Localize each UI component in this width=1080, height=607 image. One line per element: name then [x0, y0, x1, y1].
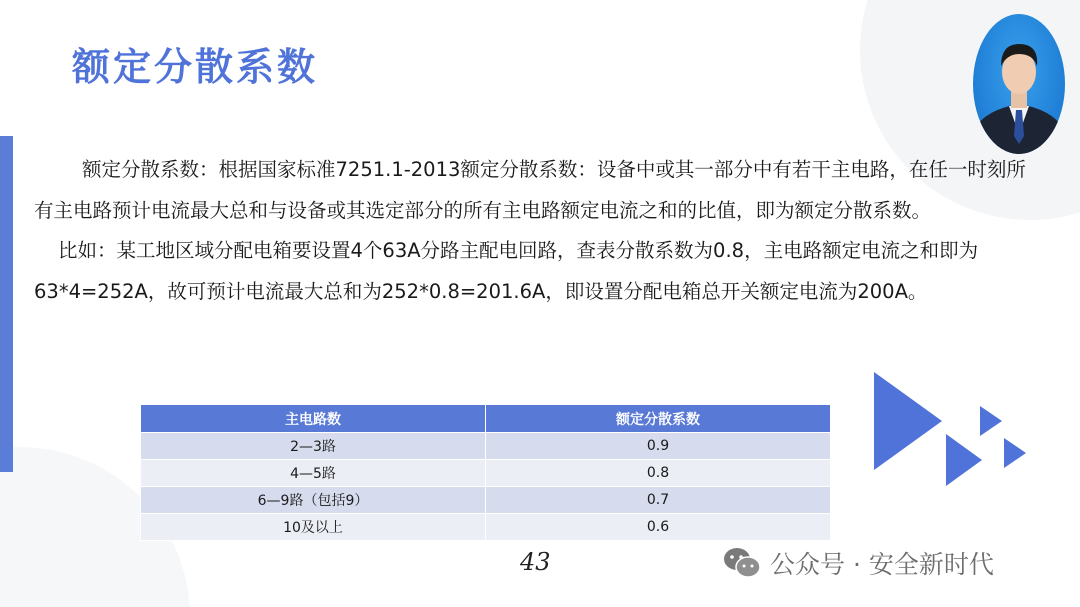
table-cell: 0.7 [486, 487, 831, 514]
table-cell: 0.6 [486, 514, 831, 541]
table-header-row [141, 405, 831, 433]
table-row [141, 514, 831, 541]
presenter-photo [973, 14, 1065, 154]
table-cell: 0.9 [486, 433, 831, 460]
table-cell: 4—5路 [141, 460, 486, 487]
dispersion-factor-table [140, 404, 831, 541]
person-portrait-icon [973, 14, 1065, 154]
table-row [141, 433, 831, 460]
header-dispersion-factor: 额定分散系数 [486, 405, 831, 433]
slide-title: 额定分散系数 [72, 45, 319, 89]
watermark [722, 545, 994, 581]
table-row [141, 487, 831, 514]
definition-paragraph: 额定分散系数：根据国家标准7251.1-2013额定分散系数：设备中或其一部分中有若干主电路，在任一时刻所有主电路预计电流最大总和与设备或其选定部分的所有主电路额定电流之和的比值，即为额定分散系数。 [34, 158, 1026, 222]
table-cell: 6—9路（包括9） [141, 487, 486, 514]
table-cell: 0.8 [486, 460, 831, 487]
table-cell: 10及以上 [141, 514, 486, 541]
decorative-triangles-icon [870, 368, 1030, 488]
page-number: 43 [520, 548, 551, 576]
table-cell: 2—3路 [141, 433, 486, 460]
header-circuit-count: 主电路数 [141, 405, 486, 433]
body-text [34, 150, 1034, 312]
table-row [141, 460, 831, 487]
example-paragraph: 比如：某工地区域分配电箱要设置4个63A分路主配电回路，查表分散系数为0.8，主电路额定电流之和即为63*4=252A，故可预计电流最大总和为252*0.8=201.6A，即设置分配电箱总开关额定电流为200A。 [34, 239, 979, 303]
wechat-icon [722, 546, 762, 580]
left-accent-bar [0, 136, 13, 472]
watermark-text: 公众号 · 安全新时代 [770, 550, 994, 579]
